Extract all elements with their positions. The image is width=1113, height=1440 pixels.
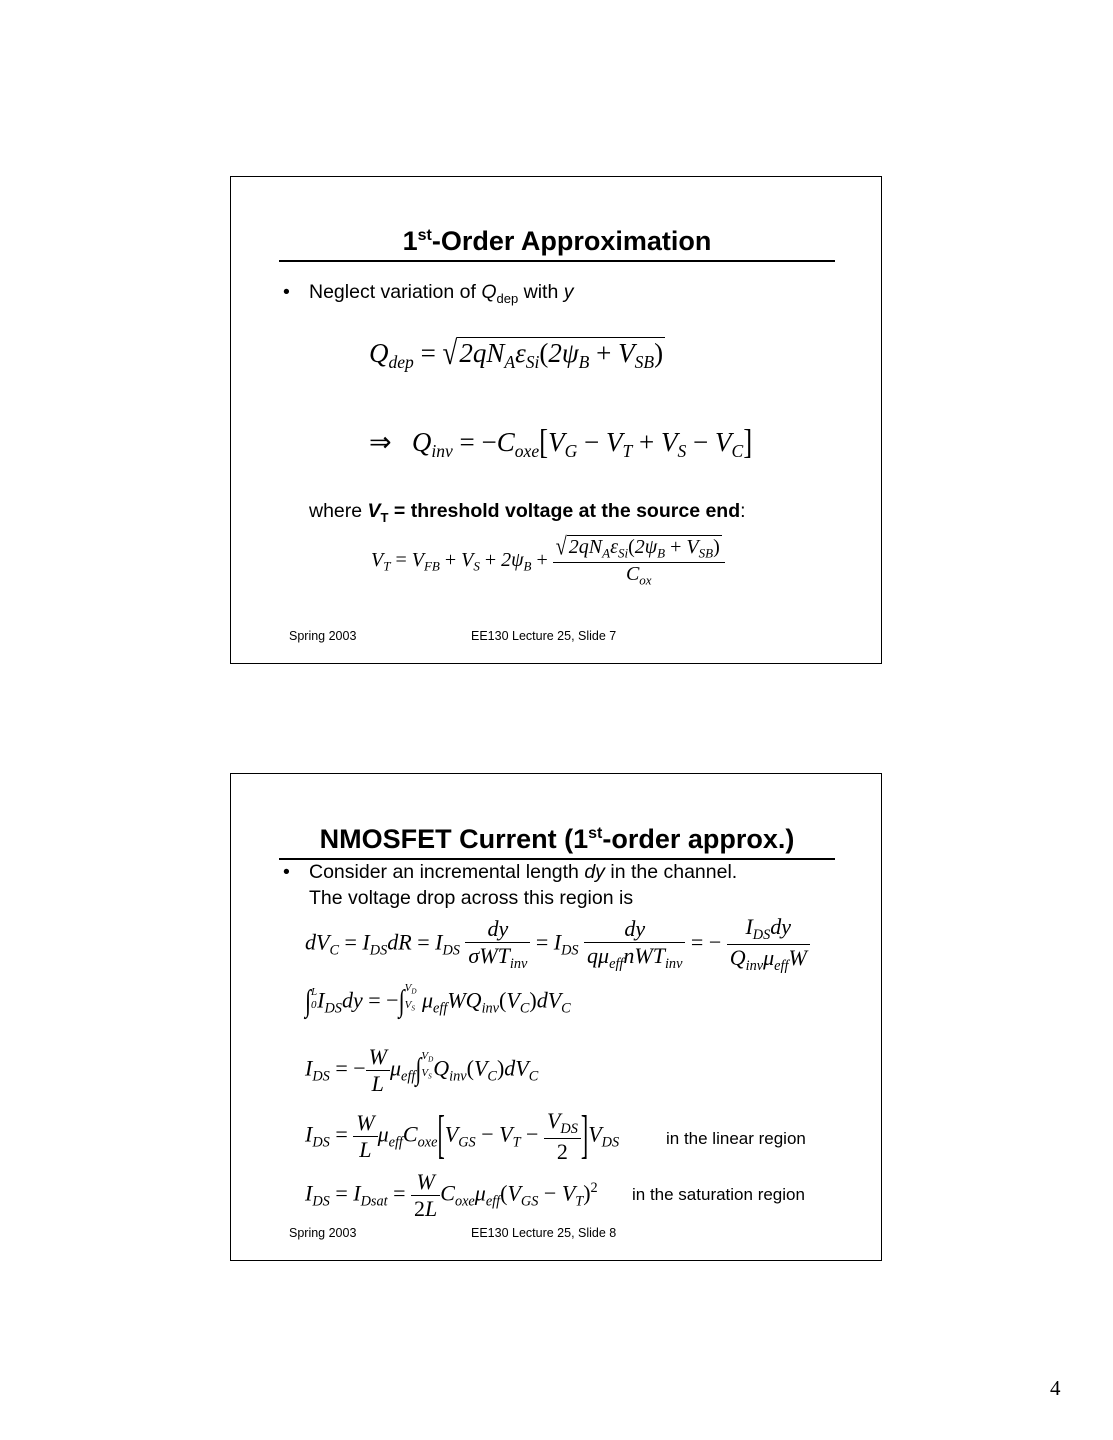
slide-7	[230, 176, 882, 664]
footer-date: Spring 2003	[289, 1226, 357, 1240]
slide-8	[230, 773, 882, 1261]
bullet-text: Neglect variation of	[309, 281, 482, 303]
equation-integral: ∫ L 0 $I_{DS}dy$ = −∫ $V_D$ $V_S$ $\mu_{eff}WQ_{inv}(V_C)dV_C$	[305, 982, 571, 1018]
title-superscript: st	[588, 825, 603, 842]
title-text: NMOSFET Current (1	[319, 824, 589, 854]
equation-dvc: $dV_C = I_{DS}dR = I_{DS}$ $\frac{dy}{\sigma WT_{inv}}$ = $I_{DS}$ $\frac{dy}{q\mu_{eff}nWT_{inv}}$ = − $\frac{I_{DS}dy}{Q_{inv}\mu_{eff}W}$	[305, 914, 810, 975]
slide-title	[279, 221, 835, 262]
where-prefix: where	[309, 500, 368, 522]
bullet-item	[283, 859, 737, 911]
bullet-symbol-q: Q	[481, 281, 497, 303]
bullet-dot-icon: •	[283, 281, 290, 303]
bullet-text: Consider an incremental length	[309, 861, 585, 883]
page-number: 4	[1050, 1376, 1061, 1400]
title-text: 1	[402, 226, 418, 256]
equation-ids-linear: $I_{DS}$ = $\frac{W}{L}$ $\mu_{eff}C_{oxe}[V_{GS} - V_T$ − $\frac{V_{DS}}{2}$ ]$V_{DS}$	[305, 1103, 620, 1164]
bullet-symbol-sub: dep	[496, 290, 519, 306]
equation-vt: $V_T = V_{FB} + V_S + 2\psi_B$ + $\frac{√ 2qN_A\varepsilon_{Si}(2\psi_B + V_{SB})}{C_{ox}}$	[371, 535, 725, 588]
footer-slide-label: EE130 Lecture 25, Slide 8	[471, 1226, 617, 1240]
title-superscript: st	[417, 227, 432, 244]
equation-ids-integral: $I_{DS}$ = − $\frac{W}{L}$ $\mu_{eff}\int$ $V_D$ $V_S$ $Q_{inv}(V_C)dV_C$	[305, 1044, 539, 1096]
where-text	[309, 498, 746, 531]
bullet-text-mid: with	[518, 281, 564, 303]
bullet-text-end: in the channel.	[604, 861, 738, 883]
saturation-region-note: in the saturation region	[632, 1185, 805, 1204]
footer-slide-label: EE130 Lecture 25, Slide 7	[471, 629, 617, 643]
where-symbol-sub: T	[380, 509, 389, 525]
title-text-rest: -Order Approximation	[431, 226, 712, 256]
bullet-dot-icon: •	[283, 861, 290, 883]
equation-qinv: ⇒ $Q_{inv} = -C_{oxe}[V_G - V_T + V_S - V_C]$	[369, 422, 753, 462]
bullet-text-line2: The voltage drop across this region is	[309, 887, 634, 909]
where-bold-text: = threshold voltage at the source end	[388, 500, 741, 522]
linear-region-note: in the linear region	[666, 1129, 806, 1148]
where-symbol-v: V	[367, 500, 381, 522]
bullet-symbol-dy: dy	[584, 861, 605, 883]
equation-qdep: $Q_{dep} = √2qN_A\varepsilon_{Si}(2\psi_B + V_{SB})$	[369, 334, 664, 373]
where-suffix: :	[740, 500, 746, 522]
title-text-rest: -order approx.)	[602, 824, 795, 854]
bullet-item	[283, 279, 573, 312]
bullet-symbol-y: y	[563, 281, 574, 303]
equation-ids-saturation: $I_{DS} = I_{Dsat}$ = $\frac{W}{2L}$ $C_{oxe}\mu_{eff}(V_{GS} - V_T)^2$	[305, 1169, 598, 1221]
footer-date: Spring 2003	[289, 629, 357, 643]
slide-title	[279, 819, 835, 860]
